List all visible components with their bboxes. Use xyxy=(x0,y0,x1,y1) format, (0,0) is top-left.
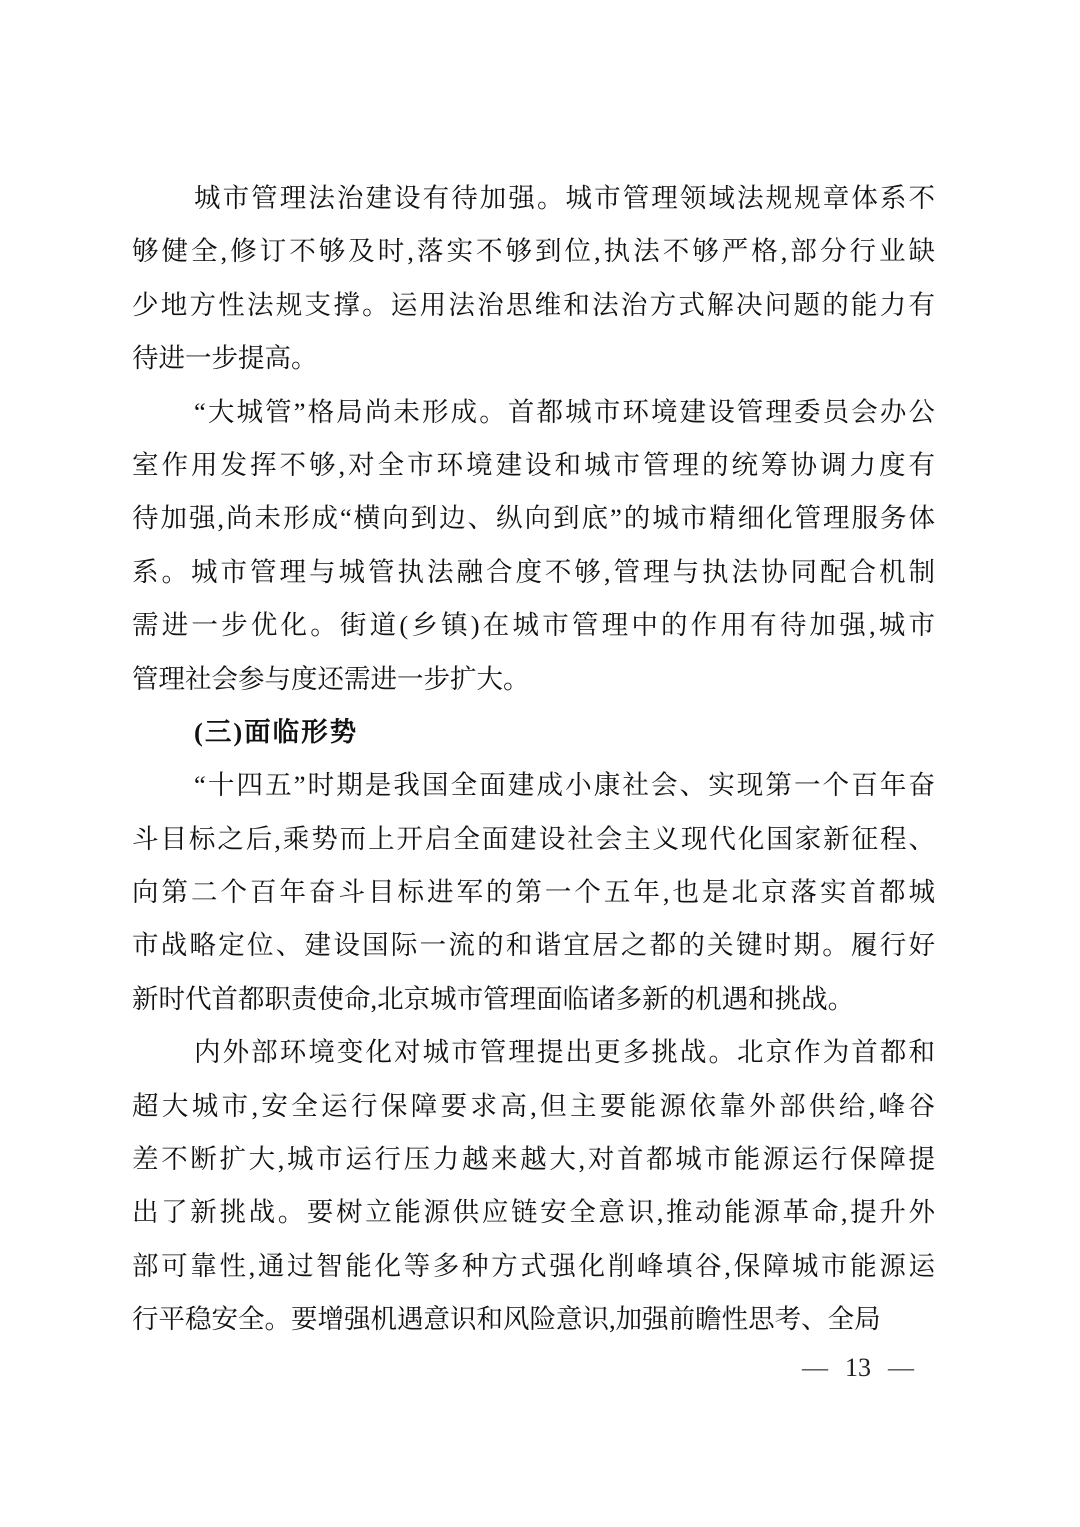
body-paragraph xyxy=(132,386,935,706)
text-line: 行平稳安全。要增强机遇意识和风险意识,加强前瞻性思考、全局 xyxy=(132,1304,881,1335)
page-number: 13 xyxy=(845,1353,871,1382)
text-line: “十四五”时期是我国全面建成小康社会、实现第一个百年奋 xyxy=(194,770,935,801)
text-line: (三)面临形势 xyxy=(194,716,359,747)
text-line: 待加强,尚未形成“横向到边、纵向到底”的城市精细化管理服务体 xyxy=(132,503,935,534)
text-line: 需进一步优化。街道(乡镇)在城市管理中的作用有待加强,城市 xyxy=(132,610,935,641)
text-line: 差不断扩大,城市运行压力越来越大,对首都城市能源运行保障提 xyxy=(132,1144,935,1175)
text-line: 系。城市管理与城管执法融合度不够,管理与执法协同配合机制 xyxy=(132,556,935,587)
text-line: 待进一步提高。 xyxy=(132,343,318,374)
text-line: 市战略定位、建设国际一流的和谐宜居之都的关键时期。履行好 xyxy=(132,930,935,961)
page-footer xyxy=(802,1352,914,1384)
text-line: 管理社会参与度还需进一步扩大。 xyxy=(132,663,530,694)
text-line: 向第二个百年奋斗目标进军的第一个五年,也是北京落实首都城 xyxy=(132,877,935,908)
page-number-dash-left: — xyxy=(802,1353,828,1382)
body-paragraph xyxy=(132,1026,935,1346)
text-line: 斗目标之后,乘势而上开启全面建设社会主义现代化国家新征程、 xyxy=(132,823,935,854)
text-line: 超大城市,安全运行保障要求高,但主要能源依靠外部供给,峰谷 xyxy=(132,1090,935,1121)
body-paragraph xyxy=(132,172,935,386)
section-heading xyxy=(132,706,935,759)
text-line: 部可靠性,通过智能化等多种方式强化削峰填谷,保障城市能源运 xyxy=(132,1250,935,1281)
text-line: 新时代首都职责使命,北京城市管理面临诸多新的机遇和挑战。 xyxy=(132,983,855,1014)
text-line: 城市管理法治建设有待加强。城市管理领域法规规章体系不 xyxy=(194,183,935,213)
text-line: 内外部环境变化对城市管理提出更多挑战。北京作为首都和 xyxy=(194,1037,935,1068)
document-body xyxy=(132,172,935,1347)
page-number-dash-right: — xyxy=(888,1353,914,1382)
text-line: 室作用发挥不够,对全市环境建设和城市管理的统筹协调力度有 xyxy=(132,449,935,480)
text-line: 出了新挑战。要树立能源供应链安全意识,推动能源革命,提升外 xyxy=(132,1197,935,1228)
text-line: 少地方性法规支撑。运用法治思维和法治方式解决问题的能力有 xyxy=(132,289,935,320)
text-line: “大城管”格局尚未形成。首都城市环境建设管理委员会办公 xyxy=(194,396,935,427)
body-paragraph xyxy=(132,759,935,1026)
text-line: 够健全,修订不够及时,落实不够到位,执法不够严格,部分行业缺 xyxy=(132,236,935,267)
